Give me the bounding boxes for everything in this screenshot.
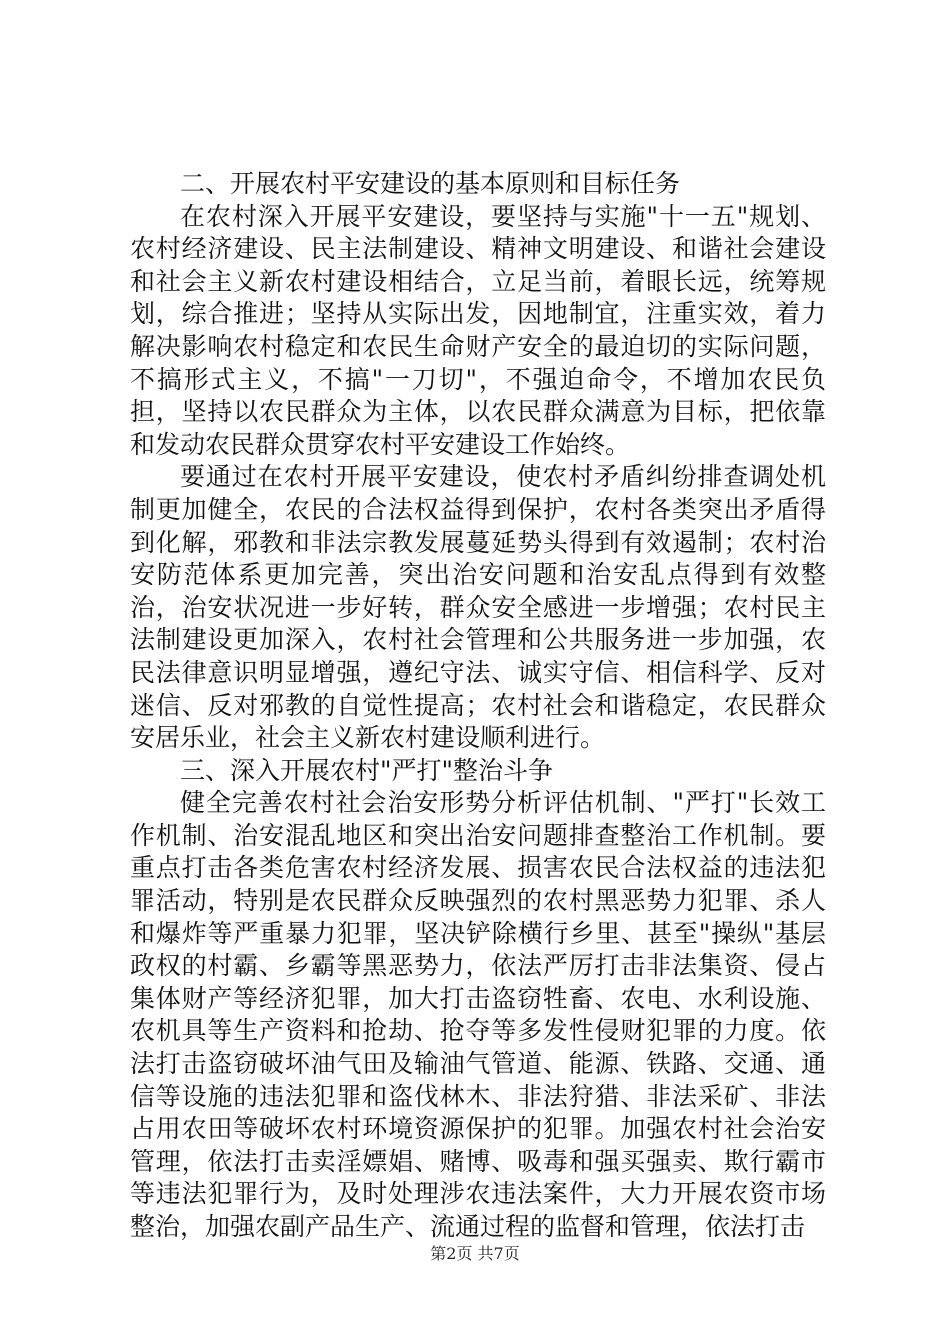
section-heading-principles: 二、开展农村平安建设的基本原则和目标任务 [180, 169, 681, 198]
body-paragraph: 健全完善农村社会治安形势分析评估机制、"严打"长效工作机制、治安混乱地区和突出治安问题排查整治工作机制。要重点打击各类危害农村经济发展、损害农民合法权益的违法犯罪活动，特别是农民群众反映强烈的农村黑恶势力犯罪、杀人和爆炸等严重暴力犯罪，坚决铲除横行乡里、甚至"操纵"基层政权的村霸、乡霸等黑恶势力，依法严厉打击非法集资、侵占集体财产等经济犯罪，加大打击盗窃牲畜、农电、水利设施、农机具等生产资料和抢劫、抢夺等多发性侵财犯罪的力度。依法打击盗窃破坏油气田及输油气管道、能源、铁路、交通、通信等设施的违法犯罪和盗伐林木、非法狩猎、非法采矿、非法占用农田等破坏农村环境资源保护的犯罪。加强农村社会治安管理，依法打击卖淫嫖娼、赌博、吸毒和强买强卖、欺行霸市等违法犯罪行为，及时处理涉农违法案件，大力开展农资市场整治，加强农副产品生产、流通过程的监督和管理，依法打击 [130, 788, 826, 1241]
section-heading-strike-hard: 三、深入开展农村"严打"整治斗争 [180, 755, 553, 785]
page-number-footer: 第2页 共7页 [430, 1244, 520, 1263]
document-body [130, 168, 826, 1244]
body-paragraph: 要通过在农村开展平安建设，使农村矛盾纠纷排查调处机制更加健全，农民的合法权益得到保护，农村各类突出矛盾得到化解，邪教和非法宗教发展蔓延势头得到有效遏制；农村治安防范体系更加完善，突出治安问题和治安乱点得到有效整治，治安状况进一步好转，群众安全感进一步增强；农村民主法制建设更加深入，农村社会管理和公共服务进一步加强，农民法律意识明显增强，遵纪守法、诚实守信、相信科学、反对迷信、反对邪教的自觉性提高；农村社会和谐稳定，农民群众安居乐业，社会主义新农村建设顺利进行。 [130, 462, 826, 753]
body-paragraph: 在农村深入开展平安建设，要坚持与实施"十一五"规划、农村经济建设、民主法制建设、精神文明建设、和谐社会建设和社会主义新农村建设相结合，立足当前，着眼长远，统筹规划，综合推进；坚持从实际出发，因地制宜，注重实效，着力解决影响农村稳定和农民生命财产安全的最迫切的实际问题，不搞形式主义，不搞"一刀切"，不强迫命令，不增加农民负担，坚持以农民群众为主体，以农民群众满意为目标，把依靠和发动农民群众贯穿农村平安建设工作始终。 [130, 201, 826, 459]
